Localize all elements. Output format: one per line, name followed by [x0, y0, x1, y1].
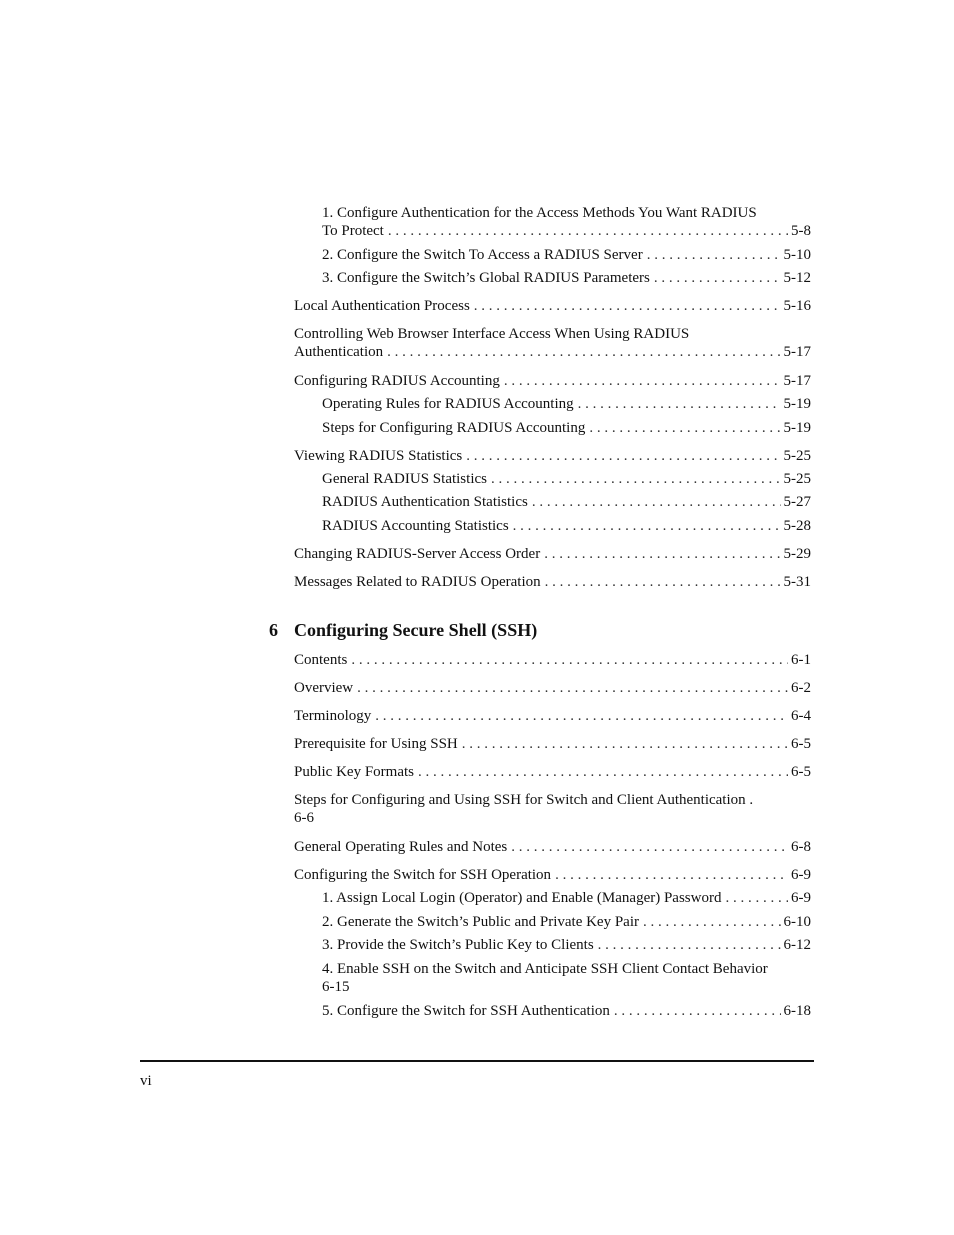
toc-entry[interactable]	[322, 204, 811, 240]
dot-leader	[643, 913, 780, 931]
toc-page-number: 5-19	[783, 396, 811, 412]
dot-leader	[654, 269, 781, 287]
toc-entry-title: 1. Assign Local Login (Operator) and Enable (Manager) Password	[322, 890, 722, 906]
toc-entry[interactable]	[294, 735, 811, 753]
toc-entry[interactable]	[294, 447, 811, 465]
dot-leader	[555, 866, 788, 884]
toc-page-number: 5-12	[783, 270, 811, 286]
dot-leader	[598, 936, 781, 954]
toc-entry-title: Authentication	[294, 344, 384, 360]
toc-page-number: 6-15	[322, 979, 350, 995]
dot-leader	[513, 517, 781, 535]
dot-leader	[511, 838, 788, 856]
toc-page-number: 6-9	[791, 867, 811, 883]
toc-entry-title: Configuring RADIUS Accounting	[294, 373, 500, 389]
toc-entry-title-line1: Controlling Web Browser Interface Access When Using RADIUS	[294, 326, 690, 342]
toc-page-number: 6-18	[783, 1003, 811, 1019]
toc-page-number: 5-31	[783, 574, 811, 590]
toc-entry[interactable]	[294, 651, 811, 669]
toc-entry-title: Contents	[294, 652, 348, 668]
dot-leader	[545, 573, 781, 591]
toc-entry[interactable]	[322, 395, 811, 413]
footer-rule	[140, 1060, 814, 1062]
toc-entry[interactable]	[294, 707, 811, 725]
toc-page-number: 6-6	[294, 810, 314, 826]
toc-entry-title: Terminology	[294, 708, 372, 724]
toc-entry[interactable]	[322, 246, 811, 264]
toc-entry[interactable]	[294, 838, 811, 856]
toc-entry[interactable]	[294, 573, 811, 591]
toc-entry[interactable]	[322, 269, 811, 287]
toc-entry[interactable]	[322, 1002, 811, 1020]
toc-entry-title: General RADIUS Statistics	[322, 471, 487, 487]
dot-leader	[466, 447, 780, 465]
toc-entry[interactable]	[294, 866, 811, 884]
toc-entry[interactable]	[322, 517, 811, 535]
toc-entry[interactable]	[294, 325, 811, 361]
dot-leader	[578, 395, 781, 413]
toc-entry-title: Viewing RADIUS Statistics	[294, 448, 463, 464]
dot-leader	[532, 493, 781, 511]
toc-entry-title: Steps for Configuring RADIUS Accounting	[322, 420, 586, 436]
toc-entry-title: RADIUS Accounting Statistics	[322, 518, 509, 534]
dot-leader	[647, 246, 781, 264]
chapter-number: 6	[269, 620, 278, 640]
dot-leader	[357, 679, 788, 697]
toc-page-number: 6-5	[791, 764, 811, 780]
toc-entry[interactable]	[322, 493, 811, 511]
toc-page-number: 5-25	[783, 448, 811, 464]
dot-leader	[725, 889, 788, 907]
dot-leader	[351, 651, 788, 669]
toc-entry[interactable]	[322, 913, 811, 931]
toc-page-number: 5-10	[783, 247, 811, 263]
toc-page-number: 6-8	[791, 839, 811, 855]
dot-leader	[388, 222, 788, 240]
toc-entry[interactable]	[294, 679, 811, 697]
toc-entry-title: Local Authentication Process	[294, 298, 470, 314]
toc-entry-title-line1: 4. Enable SSH on the Switch and Anticipate SSH Client Contact Behavior	[322, 961, 768, 977]
toc-entry[interactable]	[294, 372, 811, 390]
toc-entry-title: 5. Configure the Switch for SSH Authentication	[322, 1003, 610, 1019]
toc-entry-title: 2. Generate the Switch’s Public and Private Key Pair	[322, 914, 640, 930]
toc-page-number: 6-10	[783, 914, 811, 930]
toc-entry-title: Public Key Formats	[294, 764, 414, 780]
toc-page-number: 6-12	[783, 937, 811, 953]
toc-page-number: 5-29	[783, 546, 811, 562]
toc-page-number: 6-1	[791, 652, 811, 668]
toc-page-number: 5-27	[783, 494, 811, 510]
toc-entry-title: Overview	[294, 680, 354, 696]
dot-leader	[504, 372, 781, 390]
toc-entry-title: Prerequisite for Using SSH	[294, 736, 458, 752]
dot-leader	[589, 419, 780, 437]
toc-entry-title: Changing RADIUS-Server Access Order	[294, 546, 541, 562]
toc-entry[interactable]	[322, 889, 811, 907]
toc-entry[interactable]	[322, 960, 811, 996]
toc-entry-title: 3. Provide the Switch’s Public Key to Clients	[322, 937, 594, 953]
dot-leader	[614, 1002, 781, 1020]
toc-page-number: 5-19	[783, 420, 811, 436]
toc-entry-title-line1: 1. Configure Authentication for the Access Methods You Want RADIUS	[322, 205, 757, 221]
dot-leader	[387, 343, 780, 361]
dot-leader	[462, 735, 788, 753]
toc-entry-title: Messages Related to RADIUS Operation	[294, 574, 541, 590]
toc-entry[interactable]	[294, 791, 811, 827]
toc-entry-title: To Protect	[322, 223, 384, 239]
toc-entry[interactable]	[322, 936, 811, 954]
toc-entry-title-line1: Steps for Configuring and Using SSH for Switch and Client Authentication .	[294, 792, 754, 808]
dot-leader	[474, 297, 781, 315]
toc-entry[interactable]	[322, 419, 811, 437]
toc-entry-title: 3. Configure the Switch’s Global RADIUS Parameters	[322, 270, 650, 286]
toc-page-number: 6-5	[791, 736, 811, 752]
toc-page-number: 5-25	[783, 471, 811, 487]
chapter-title[interactable]: Configuring Secure Shell (SSH)	[294, 620, 538, 640]
toc-page-number: 5-8	[791, 223, 811, 239]
toc-entry[interactable]	[294, 297, 811, 315]
toc-page-number: 5-16	[783, 298, 811, 314]
page-folio: vi	[140, 1073, 152, 1089]
toc-entry-title: RADIUS Authentication Statistics	[322, 494, 528, 510]
toc-entry[interactable]	[322, 470, 811, 488]
toc-page-number: 6-2	[791, 680, 811, 696]
toc-page-number: 5-17	[783, 373, 811, 389]
toc-page-number: 5-28	[783, 518, 811, 534]
toc-entry-title: Configuring the Switch for SSH Operation	[294, 867, 552, 883]
dot-leader	[491, 470, 781, 488]
toc-entry[interactable]	[294, 545, 811, 563]
toc-page-number: 6-4	[791, 708, 811, 724]
dot-leader	[375, 707, 788, 725]
dot-leader	[544, 545, 780, 563]
toc-entry-title: Operating Rules for RADIUS Accounting	[322, 396, 574, 412]
toc-entry[interactable]	[294, 763, 811, 781]
toc-page-number: 5-17	[783, 344, 811, 360]
toc-entry-title: 2. Configure the Switch To Access a RADIUS Server	[322, 247, 643, 263]
toc-page-number: 6-9	[791, 890, 811, 906]
dot-leader	[418, 763, 788, 781]
toc-entry-title: General Operating Rules and Notes	[294, 839, 508, 855]
